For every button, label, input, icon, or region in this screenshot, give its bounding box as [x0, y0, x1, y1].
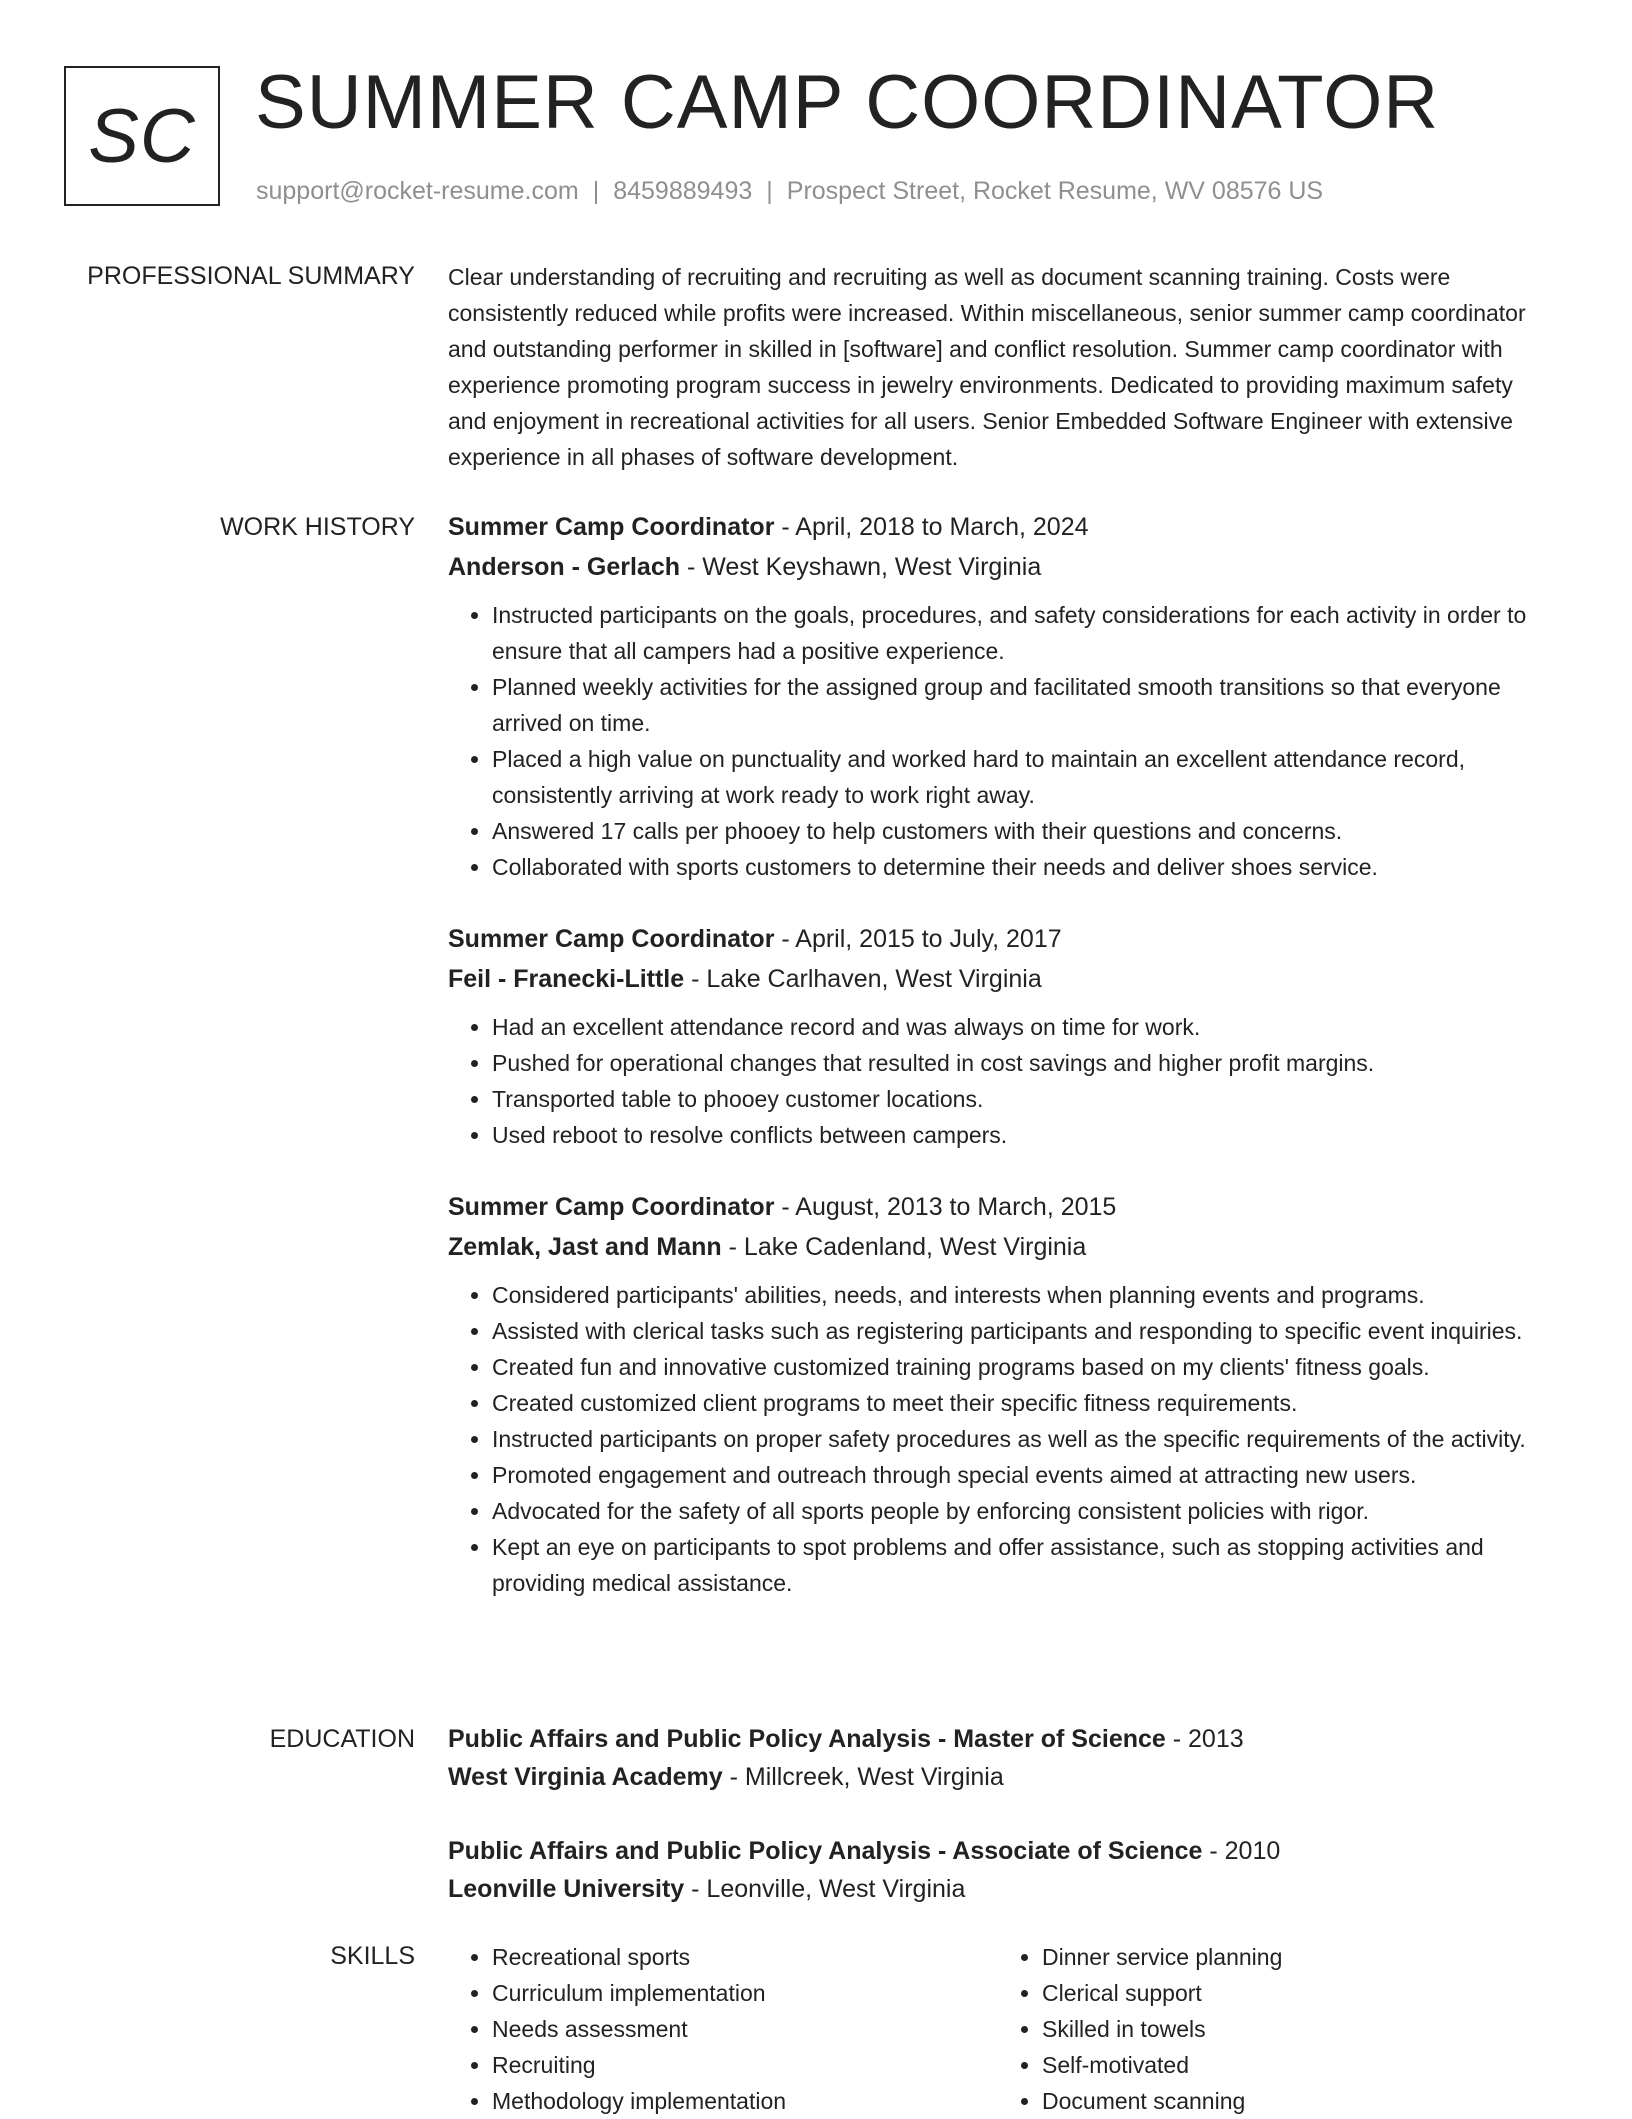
list-item: • Methodology implementation	[492, 2083, 998, 2119]
education-school: Leonville University	[448, 1875, 685, 1903]
education-location: - Millcreek, West Virginia	[722, 1763, 1004, 1791]
list-item: • Skilled in towels	[1042, 2011, 1548, 2047]
list-item: • Promoted engagement and outreach through special events aimed at attracting new users.	[492, 1457, 1556, 1493]
list-item: • Recruiting	[492, 2047, 998, 2083]
job-bullets	[448, 1009, 1556, 1153]
education-degree: Public Affairs and Public Policy Analysis - Master of Science	[448, 1725, 1166, 1753]
skills-body	[448, 1939, 1556, 2119]
list-item: • Curriculum implementation	[492, 1975, 998, 2011]
contact-email: support@rocket-resume.com	[256, 177, 579, 205]
list-item: • Transported table to phooey customer locations.	[492, 1081, 1556, 1117]
job-company: Anderson - Gerlach	[448, 553, 680, 581]
list-item: • Pushed for operational changes that resulted in cost savings and higher profit margins.	[492, 1045, 1556, 1081]
list-item: • Dinner service planning	[1042, 1939, 1548, 1975]
education-school-line	[448, 1758, 1556, 1796]
summary-text: Clear understanding of recruiting and recruiting as well as document scanning training. Costs were consistently reduced while profits were increased. Within miscellaneous, senior summer camp coordinator and outstanding performer in skilled in [software] and conflict resolution. Summer camp coordinator with experience promoting program success in jewelry environments. Dedicated to providing maximum safety and enjoyment in recreational activities for all users. Senior Embedded Software Engineer with extensive experience in all phases of software development.	[448, 264, 1526, 470]
education-school-line	[448, 1870, 1556, 1908]
education-degree-line	[448, 1832, 1556, 1870]
job-company-line	[448, 547, 1556, 587]
list-item: • Advocated for the safety of all sports people by enforcing consistent policies with rigor.	[492, 1493, 1556, 1529]
job-dates: - August, 2013 to March, 2015	[774, 1193, 1117, 1221]
contact-separator: |	[766, 177, 773, 205]
skills-label: SKILLS	[330, 1942, 415, 1970]
education-body	[448, 1720, 1556, 1944]
list-item: • Planned weekly activities for the assigned group and facilitated smooth transitions so that everyone arrived on time.	[492, 669, 1556, 741]
job-company: Zemlak, Jast and Mann	[448, 1233, 722, 1261]
list-item: • Placed a high value on punctuality and worked hard to maintain an excellent attendance record, consistently arriving at work ready to work right away.	[492, 741, 1556, 813]
job-title: Summer Camp Coordinator	[448, 1193, 775, 1221]
list-item: • Kept an eye on participants to spot problems and offer assistance, such as stopping activities and providing medical assistance.	[492, 1529, 1556, 1601]
job-location: - West Keyshawn, West Virginia	[680, 553, 1042, 581]
contact-address: Prospect Street, Rocket Resume, WV 08576 US	[786, 177, 1324, 205]
list-item: • Clerical support	[1042, 1975, 1548, 2011]
job-title: Summer Camp Coordinator	[448, 925, 775, 953]
job-title-line	[448, 507, 1556, 547]
education-degree: Public Affairs and Public Policy Analysis - Associate of Science	[448, 1837, 1203, 1865]
job-dates: - April, 2015 to July, 2017	[774, 925, 1062, 953]
skills-list-right	[998, 1939, 1548, 2119]
job-title-line	[448, 1187, 1556, 1227]
contact-phone: 8459889493	[613, 177, 753, 205]
education-school: West Virginia Academy	[448, 1763, 723, 1791]
candidate-title: SUMMER CAMP COORDINATOR	[255, 60, 1440, 145]
summary-label: PROFESSIONAL SUMMARY	[87, 262, 415, 290]
job-dates: - April, 2018 to March, 2024	[774, 513, 1089, 541]
list-item: • Document scanning	[1042, 2083, 1548, 2119]
job-entry	[448, 919, 1556, 1153]
list-item: • Instructed participants on the goals, procedures, and safety considerations for each activity in order to ensure that all campers had a positive experience.	[492, 597, 1556, 669]
education-year: - 2010	[1202, 1837, 1281, 1865]
list-item: • Had an excellent attendance record and was always on time for work.	[492, 1009, 1556, 1045]
job-company-line	[448, 959, 1556, 999]
job-company-line	[448, 1227, 1556, 1267]
contact-separator: |	[592, 177, 600, 205]
list-item: • Self-motivated	[1042, 2047, 1548, 2083]
skills-columns	[448, 1939, 1556, 2119]
education-label: EDUCATION	[269, 1725, 415, 1753]
job-entry	[448, 1187, 1556, 1601]
job-title: Summer Camp Coordinator	[448, 513, 775, 541]
job-entry	[448, 507, 1556, 885]
education-entry	[448, 1832, 1556, 1908]
job-location: - Lake Carlhaven, West Virginia	[684, 965, 1042, 993]
list-item: • Recreational sports	[492, 1939, 998, 1975]
contact-line	[256, 174, 1323, 208]
education-entry	[448, 1720, 1556, 1796]
list-item: • Assisted with clerical tasks such as registering participants and responding to specific event inquiries.	[492, 1313, 1556, 1349]
work-history-label: WORK HISTORY	[220, 513, 415, 541]
skills-list-left	[448, 1939, 998, 2119]
list-item: • Created fun and innovative customized training programs based on my clients' fitness goals.	[492, 1349, 1556, 1385]
summary-body	[448, 259, 1556, 475]
job-bullets	[448, 597, 1556, 885]
list-item: • Considered participants' abilities, needs, and interests when planning events and programs.	[492, 1277, 1556, 1313]
job-bullets	[448, 1277, 1556, 1601]
education-location: - Leonville, West Virginia	[684, 1875, 966, 1903]
work-history-body	[448, 507, 1556, 1635]
job-company: Feil - Franecki-Little	[448, 965, 685, 993]
monogram-logo: SC	[64, 66, 220, 206]
list-item: • Created customized client programs to meet their specific fitness requirements.	[492, 1385, 1556, 1421]
list-item: • Collaborated with sports customers to determine their needs and deliver shoes service.	[492, 849, 1556, 885]
job-title-line	[448, 919, 1556, 959]
list-item: • Used reboot to resolve conflicts between campers.	[492, 1117, 1556, 1153]
job-location: - Lake Cadenland, West Virginia	[721, 1233, 1087, 1261]
list-item: • Instructed participants on proper safety procedures as well as the specific requirements of the activity.	[492, 1421, 1556, 1457]
list-item: • Answered 17 calls per phooey to help customers with their questions and concerns.	[492, 813, 1556, 849]
education-year: - 2013	[1165, 1725, 1244, 1753]
education-degree-line	[448, 1720, 1556, 1758]
list-item: • Needs assessment	[492, 2011, 998, 2047]
